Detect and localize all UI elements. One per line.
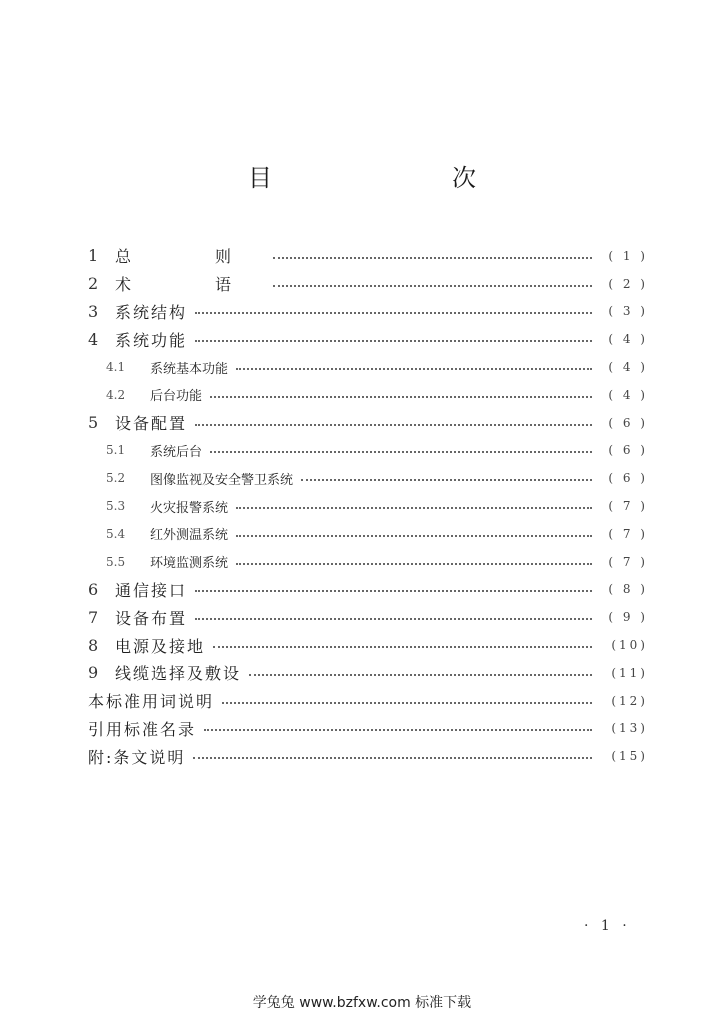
toc-entry-title: 总 则 [115,247,266,267]
toc-entry [88,742,648,770]
toc-entry-number: 5 [88,413,99,433]
toc-entry [88,576,648,604]
toc-entry-number: 9 [88,663,99,683]
toc-entry-title: 火灾报警系统 [150,500,229,516]
toc-leader-dots [210,396,592,398]
toc-leader-dots [195,312,592,314]
toc-entry-number: 5.4 [106,526,126,541]
toc-entry [88,381,648,409]
toc-entry-number: 2 [88,274,99,294]
toc-entry [88,603,648,631]
toc-leader-dots [193,757,592,759]
toc-entry-page: (10) [611,638,648,653]
toc-entry [88,325,648,353]
toc-entry-number: 4.2 [106,387,126,402]
toc-leader-dots [204,729,592,731]
toc-entry [88,437,648,465]
toc-entry-number: 5.2 [106,471,126,486]
toc-entry-title: 通信接口 [115,580,188,600]
toc-leader-dots [195,590,592,592]
toc-leader-dots [210,451,592,453]
toc-entry-number: 7 [88,607,99,627]
toc-leader-dots [222,702,592,704]
toc-entry [88,242,648,270]
toc-entry-page: ( 4 ) [608,332,648,347]
toc-entry-page: ( 7 ) [608,499,648,514]
toc-entry-number: 4 [88,329,99,349]
toc-leader-dots [213,646,592,648]
toc-leader-dots [236,368,592,370]
toc-entry-number: 5.5 [106,554,126,569]
toc-leader-dots [273,285,592,287]
toc-entry [88,409,648,437]
toc-leader-dots [273,257,592,259]
toc-entry-page: ( 6 ) [608,471,648,486]
toc-entry-title: 引用标准名录 [88,719,197,739]
toc-entry-title: 附:条文说明 [88,747,186,767]
toc-entry [88,715,648,743]
toc-leader-dots [301,479,592,481]
toc-entry-page: ( 3 ) [608,304,648,319]
toc-entry [88,631,648,659]
page-title: 目 次 [248,164,520,192]
toc-entry-title: 术 语 [115,275,266,295]
toc-leader-dots [195,424,592,426]
toc-entry-title: 本标准用词说明 [88,692,215,712]
toc-entry-title: 电源及接地 [115,636,206,656]
toc-entry-page: ( 7 ) [608,526,648,541]
toc-entry-number: 5.1 [106,443,126,458]
toc-leader-dots [249,674,592,676]
toc-entry [88,520,648,548]
toc-entry-title: 环境监测系统 [150,556,229,572]
toc-entry-title: 系统基本功能 [150,361,229,377]
footer-watermark: 学兔兔 www.bzfxw.com 标准下载 [252,995,472,1011]
toc-entry [88,298,648,326]
toc-entry-title: 系统结构 [115,302,188,322]
toc-entry-page: (13) [611,721,648,736]
toc-entry-title: 线缆选择及敷设 [115,664,242,684]
toc-entry-page: ( 6 ) [608,415,648,430]
toc-entry-page: ( 4 ) [608,387,648,402]
toc-entry-page: ( 7 ) [608,554,648,569]
toc-entry-title: 系统功能 [115,330,188,350]
toc-entry-page: ( 1 ) [608,248,648,263]
toc-entry-page: ( 9 ) [608,610,648,625]
toc-entry-page: ( 6 ) [608,443,648,458]
toc-leader-dots [195,340,592,342]
toc-entry-title: 设备布置 [115,608,188,628]
toc-entry-page: ( 4 ) [608,360,648,375]
toc-entry-number: 5.3 [106,499,126,514]
toc-entry [88,687,648,715]
page-number: · 1 · [584,918,631,934]
toc-entry-title: 系统后台 [150,444,203,460]
table-of-contents [88,242,648,770]
toc-entry-page: ( 8 ) [608,582,648,597]
toc-entry-page: ( 2 ) [608,276,648,291]
toc-entry-number: 3 [88,301,99,321]
toc-entry-title: 后台功能 [150,389,203,405]
toc-entry [88,353,648,381]
toc-entry-number: 8 [88,635,99,655]
toc-entry-number: 4.1 [106,360,126,375]
toc-entry [88,464,648,492]
toc-entry-title: 设备配置 [115,414,188,434]
toc-entry [88,492,648,520]
toc-entry-page: (11) [611,665,648,680]
toc-entry-title: 图像监视及安全警卫系统 [150,472,294,488]
toc-entry-number: 1 [88,246,99,266]
toc-entry-title: 红外测温系统 [150,528,229,544]
toc-entry-number: 6 [88,579,99,599]
toc-entry [88,270,648,298]
toc-entry-page: (15) [611,749,648,764]
toc-entry [88,659,648,687]
toc-leader-dots [236,563,592,565]
toc-leader-dots [236,507,592,509]
toc-leader-dots [236,535,592,537]
toc-leader-dots [195,618,592,620]
toc-entry-page: (12) [611,693,648,708]
toc-entry [88,548,648,576]
